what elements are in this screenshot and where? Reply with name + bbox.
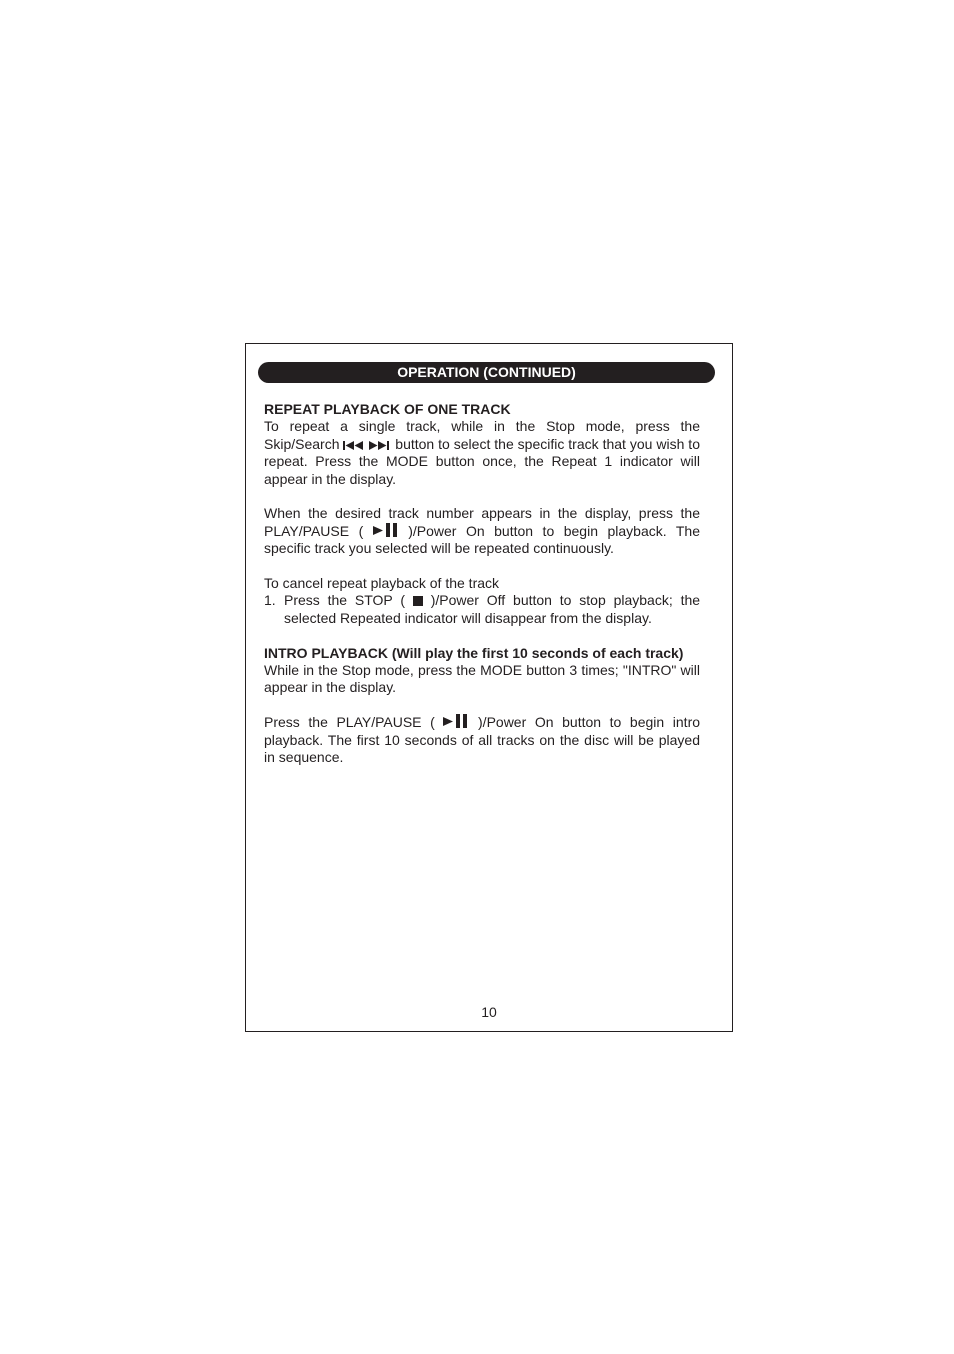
repeat-one-paragraph-2 (264, 505, 700, 557)
list-item-number: 1. (264, 592, 276, 609)
repeat-one-paragraph-1-text-a: To repeat a single track, while in the Stop mode, press the Skip/Search (264, 418, 700, 452)
intro-paragraph-2-text-b: )/Power On button to begin intro playback. The first 10 seconds of all tracks on the disc will be played in sequence. (264, 714, 701, 766)
intro-paragraph-2 (264, 714, 700, 766)
repeat-one-paragraph-2-text-a: When the desired track number appears in the display, press the PLAY/PAUSE ( (264, 505, 700, 539)
list-item-text-b: )/Power Off button to stop playback; the selected Repeated indicator will disappear from the display. (284, 592, 701, 626)
repeat-one-heading: REPEAT PLAYBACK OF ONE TRACK (264, 401, 511, 417)
intro-playback-heading: INTRO PLAYBACK (Will play the first 10 seconds of each track) (264, 644, 684, 661)
intro-paragraph-2-text-a: Press the PLAY/PAUSE ( (264, 714, 435, 731)
skip-forward-icon (369, 441, 391, 450)
intro-paragraph-1: While in the Stop mode, press the MODE button 3 times; "INTRO" will appear in the display. (264, 662, 700, 696)
repeat-one-paragraph-1 (264, 418, 700, 488)
list-item-body (284, 592, 700, 627)
page-content (264, 401, 700, 766)
skip-back-icon (343, 441, 365, 450)
page-number: 10 (481, 1004, 497, 1020)
manual-page (245, 343, 733, 1032)
play-pause-icon (373, 523, 399, 537)
cancel-repeat-intro: To cancel repeat playback of the track (264, 575, 500, 592)
list-item (264, 592, 700, 627)
repeat-one-paragraph-2-text-b: )/Power On button to begin playback. The specific track you selected will be repeated continuously. (264, 522, 700, 557)
section-title: OPERATION (CONTINUED) (397, 364, 576, 380)
list-item-text-a: Press the STOP ( (284, 592, 406, 609)
play-pause-icon (443, 714, 469, 728)
section-header (258, 362, 715, 383)
stop-icon (413, 596, 423, 606)
repeat-one-paragraph-1-text-b: button to select the specific track that you wish to repeat. Press the MODE button once, the Repeat 1 indicator will appear in the display. (264, 435, 700, 487)
